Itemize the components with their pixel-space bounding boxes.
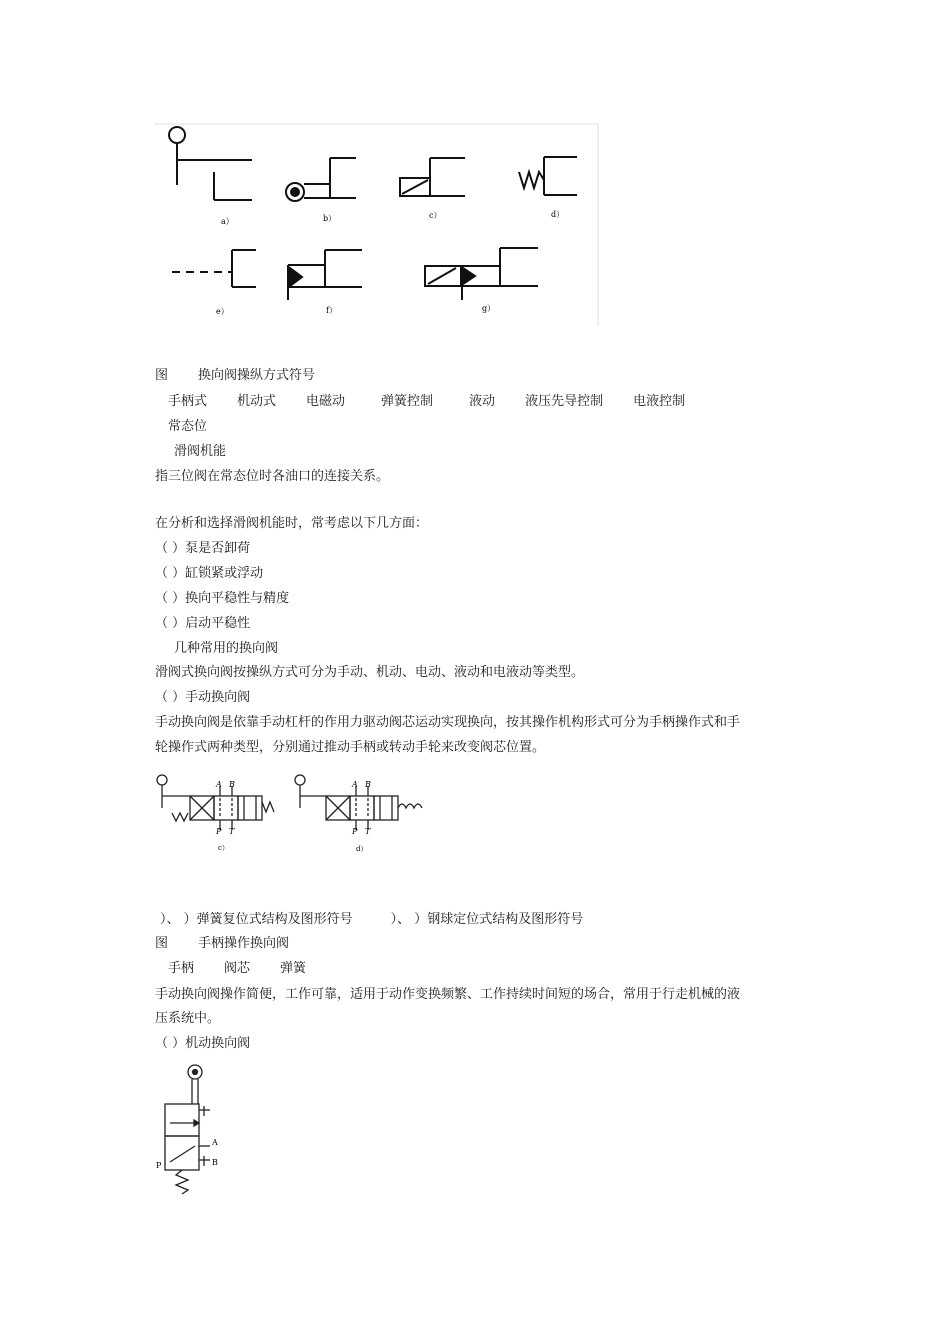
legend-item: 液动 [469, 394, 496, 409]
legend-item: 液压先导控制 [525, 394, 604, 409]
sub-caption-left: ）、 ）弹簧复位式结构及图形符号 [160, 912, 353, 927]
list-item: （ ）泵是否卸荷 [155, 541, 251, 556]
paragraph-manual-use-line-1: 手动换向阀操作简便，工作可靠，适用于动作变换频繁、工作持续时间短的场合，常用于行走机械的液 [155, 987, 741, 1002]
legend-item: 手柄式 [168, 394, 208, 409]
heading-manual-valve: （ ）手动换向阀 [155, 690, 251, 705]
paragraph-types: 滑阀式换向阀按操纵方式可分为手动、机动、电动、液动和电液动等类型。 [155, 665, 585, 680]
caption-title: 换向阀操纵方式符号 [198, 368, 316, 383]
port-p-label: P [352, 827, 358, 836]
section-heading-normal-position: 常态位 [168, 419, 208, 434]
port-a-label: A [352, 780, 358, 789]
fig2-label-d: d） [356, 845, 368, 853]
fig1-label-g: g） [482, 304, 496, 313]
caption-title: 手柄操作换向阀 [198, 936, 290, 951]
caption-fig-word: 图 [155, 368, 169, 383]
caption-fig-word: 图 [155, 936, 169, 951]
port-b-label: B [365, 780, 371, 789]
fig1-label-b: b） [323, 214, 337, 223]
port-t-label: T [365, 827, 371, 836]
port-a-label: A [216, 780, 222, 789]
port-p-label: P [216, 827, 222, 836]
section-heading-common-valves: 几种常用的换向阀 [174, 641, 279, 656]
paragraph-considerations: 在分析和选择滑阀机能时，常考虑以下几方面： [155, 516, 429, 531]
legend-item: 阀芯 [224, 961, 251, 976]
legend-item: 弹簧 [280, 961, 307, 976]
paragraph-manual-use-line-2: 压系统中。 [155, 1011, 221, 1026]
fig1-label-a: a） [221, 217, 234, 226]
port-t-label: T [229, 827, 235, 836]
legend-item: 弹簧控制 [381, 394, 434, 409]
paragraph-definition: 指三位阀在常态位时各油口的连接关系。 [155, 469, 390, 484]
legend-item: 电液控制 [633, 394, 686, 409]
list-item: （ ）换向平稳性与精度 [155, 591, 290, 606]
list-item: （ ）启动平稳性 [155, 616, 251, 631]
heading-mechanical-valve: （ ）机动换向阀 [155, 1036, 251, 1051]
list-item: （ ）缸锁紧或浮动 [155, 566, 264, 581]
paragraph-manual-line-2: 轮操作式两种类型，分别通过推动手柄或转动手轮来改变阀芯位置。 [155, 740, 546, 755]
port-a-label: A [212, 1138, 218, 1147]
port-b-label: B [229, 780, 235, 789]
legend-item: 电磁动 [306, 394, 346, 409]
fig1-label-e: e） [216, 307, 229, 316]
fig1-label-f: f） [326, 306, 337, 315]
fig1-label-d: d） [551, 210, 565, 219]
legend-item: 手柄 [168, 961, 195, 976]
section-heading-slide-function: 滑阀机能 [174, 444, 227, 459]
port-p-label: P [156, 1161, 162, 1170]
fig2-label-c: c） [218, 844, 229, 852]
paragraph-manual-line-1: 手动换向阀是依靠手动杠杆的作用力驱动阀芯运动实现换向，按其操作机构形式可分为手柄操作式和手 [155, 715, 741, 730]
port-b-label: B [212, 1158, 218, 1167]
fig1-label-c: c） [429, 211, 442, 220]
sub-caption-right: ）、 ）钢球定位式结构及图形符号 [390, 912, 584, 927]
legend-item: 机动式 [237, 394, 277, 409]
